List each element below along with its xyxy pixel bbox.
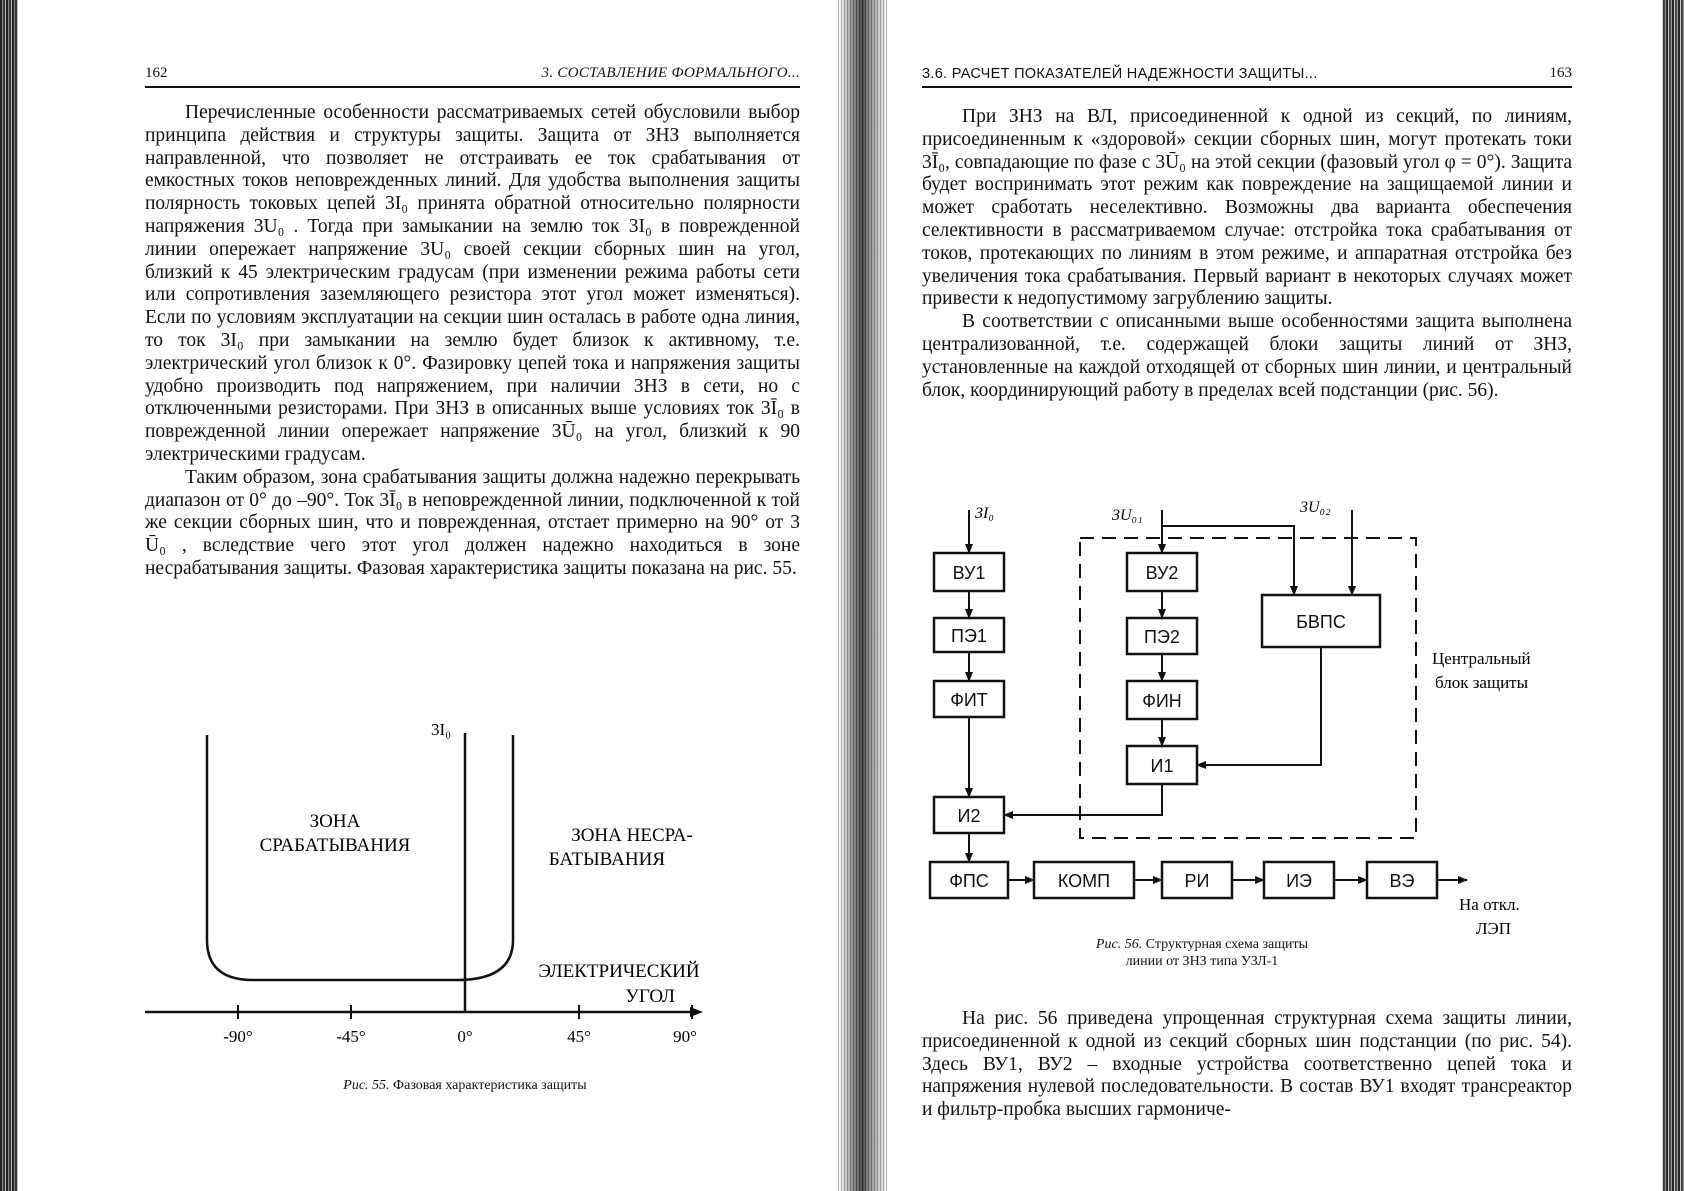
zone-operate-line-1: ЗОНА [309,811,361,832]
wire-i1-i2 [1004,784,1162,815]
input-label-3u01: 3U₀₁ [1112,507,1143,524]
right-running-head: 3.6. РАСЧЕТ ПОКАЗАТЕЛЕЙ НАДЕЖНОСТИ ЗАЩИТЫ... [922,66,1318,82]
figure-55-caption-text: Фазовая характеристика защиты [393,1078,587,1093]
figure-55-caption [245,1077,685,1094]
figure-55-phase-characteristic [145,715,705,1050]
output-label-line-2: ЛЭП [1476,919,1512,938]
figure-56-caption [1022,936,1382,970]
output-label-line-1: На откл. [1459,895,1520,914]
block-fit-label: ФИТ [950,690,988,710]
central-block-label-line-2: блок защиты [1435,673,1529,692]
left-body-text [145,102,800,581]
wire-bvps-i1 [1197,647,1321,765]
characteristic-curve [207,735,513,980]
block-vu1-label: ВУ1 [952,563,986,583]
block-fps-label: ФПС [949,871,989,891]
input-label-3i0: 3I₀ [975,505,994,522]
block-ve-label: ВЭ [1389,871,1415,891]
central-block-boundary [1080,538,1416,838]
block-i1-label: И1 [1150,756,1174,776]
x-axis-label-line-1: ЭЛЕКТРИЧЕСКИЙ [538,961,700,982]
left-page-number: 162 [145,65,168,81]
left-running-head: 3. СОСТАВЛЕНИЕ ФОРМАЛЬНОГО... [541,65,800,81]
figure-56-block-diagram [922,498,1572,948]
tick-label-45: 45° [567,1027,591,1046]
central-block-label-line-1: Центральный [1432,649,1531,668]
block-pe2-label: ПЭ2 [1144,627,1180,647]
tick-label-minus-90: -90° [223,1027,253,1046]
left-paragraph-1: Перечисленные особенности рассматриваемых сетей обусловили выбор принципа действия и структуры защиты. Защита от ЗНЗ выполняется направленной, что позволяет не отстраивать ее ток срабатывания от емкостных токов неповрежденных линий. Для удобства выполнения защиты полярность токовых цепей 3I₀ принята обратной относительно полярности напряжения 3U₀ . Тогда при замыкании на землю ток 3I₀ в поврежденной линии опережает напряжение 3U₀ своей секции сборных шин на угол, близкий к 45 электрическим градусам (при изменении режима работы сети или сопротивления заземляющего резистора этот угол может изменяться). Если по условиям эксплуатации на секции шин осталась в работе одна линия, то ток 3I₀ при замыкании на землю будет близок к активному, т.е. электрический угол близок к 0°. Фазировку цепей тока и напряжения защиты удобно производить под напряжением, при наличии ЗНЗ в сети, но с отключенными резисторами. При ЗНЗ в описанных выше условиях ток 3Ī₀ в поврежденной линии опережает напряжение 3Ū₀ на угол, близкий к 90 электрическими градусам. [145,102,800,465]
wire-3u01-to-bvps [1162,526,1294,595]
zone-operate-line-2: СРАБАТЫВАНИЯ [259,835,411,856]
tick-label-0: 0° [457,1027,473,1046]
block-fin-label: ФИН [1142,691,1182,711]
block-vu2-label: ВУ2 [1145,563,1179,583]
block-bvps-label: БВПС [1296,612,1346,632]
right-body-text-top [922,106,1572,402]
right-paragraph-2: В соответствии с описанными выше особенностями защита выполнена централизованной, т.е. содержащей блоки защиты линий от ЗНЗ, установленные на каждой отходящей от сборных шин линии, и центральный блок, координирующий работу в пределах всей подстанции (рис. 56). [922,311,1572,401]
tick-label-minus-45: -45° [336,1027,366,1046]
left-page [145,0,800,1191]
right-paragraph-1: При ЗНЗ на ВЛ, присоединенной к одной из секций, по линиям, присоединенным к «здоровой» секции сборных шин, могут протекать токи 3Ī₀, совпадающие по фазе с 3Ū₀ на этой секции (фазовый угол φ = 0°). Защита будет воспринимать этот режим как повреждение на защищаемой линии и может сработать неселективно. Возможны два варианта обеспечения селективности в рассматриваемом случае: отстройка тока срабатывания от токов, протекающих по линиям в этом режиме, и аппаратная отстройка без увеличения тока срабатывания. Первый вариант в некоторых случаях может привести к недопустимому загрублению защиты. [922,106,1572,310]
book-gutter [838,0,888,1191]
block-ie-label: ИЭ [1286,871,1312,891]
block-komp-label: КОМП [1057,871,1111,891]
y-axis-label: 3I₀ [431,720,452,739]
figure-55-caption-label: Рис. 55. [343,1078,390,1093]
right-paragraph-3: На рис. 56 приведена упрощенная структурная схема защиты линии, присоединенной к одной из секций сборных шин подстанции (по рис. 54). Здесь ВУ1, ВУ2 – входные устройства соответственно цепей тока и напряжения нулевой последовательности. В состав ВУ1 входят трансреактор и фильтр-пробка высших гармониче- [922,1008,1572,1121]
right-page-number: 163 [1549,65,1572,81]
right-body-text-bottom [922,1008,1572,1122]
input-label-3u02: 3U₀₂ [1300,499,1331,516]
right-page [922,0,1572,1191]
block-ri-label: РИ [1184,871,1210,891]
left-page-header [145,60,800,88]
right-page-header [922,60,1572,88]
x-axis-label-line-2: УГОЛ [625,986,675,1007]
zone-nonoperate-line-1: ЗОНА НЕСРА- [571,825,693,846]
block-i2-label: И2 [957,806,981,826]
block-pe1-label: ПЭ1 [951,626,987,646]
figure-56-caption-label: Рис. 56. [1095,937,1143,952]
right-page-edge [1662,0,1684,1191]
left-paragraph-2: Таким образом, зона срабатывания защиты должна надежно перекрывать диапазон от 0° до –90°. Ток 3Ī₀ в неповрежденной линии, подключенной к той же секции сборных шин, что и поврежденная, отстает примерно на 90° от 3 Ū₀ , вследствие чего этот угол должен надежно находиться в зоне несрабатывания защиты. Фазовая характеристика защиты показана на рис. 55. [145,466,800,579]
figure-56-caption-line-1: Структурная схема защиты [1145,937,1309,952]
tick-label-90: 90° [673,1027,697,1046]
figure-56-caption-line-2: линии от ЗНЗ типа УЗЛ-1 [1125,954,1279,969]
zone-nonoperate-line-2: БАТЫВАНИЯ [548,849,665,870]
left-page-edge [0,0,18,1191]
